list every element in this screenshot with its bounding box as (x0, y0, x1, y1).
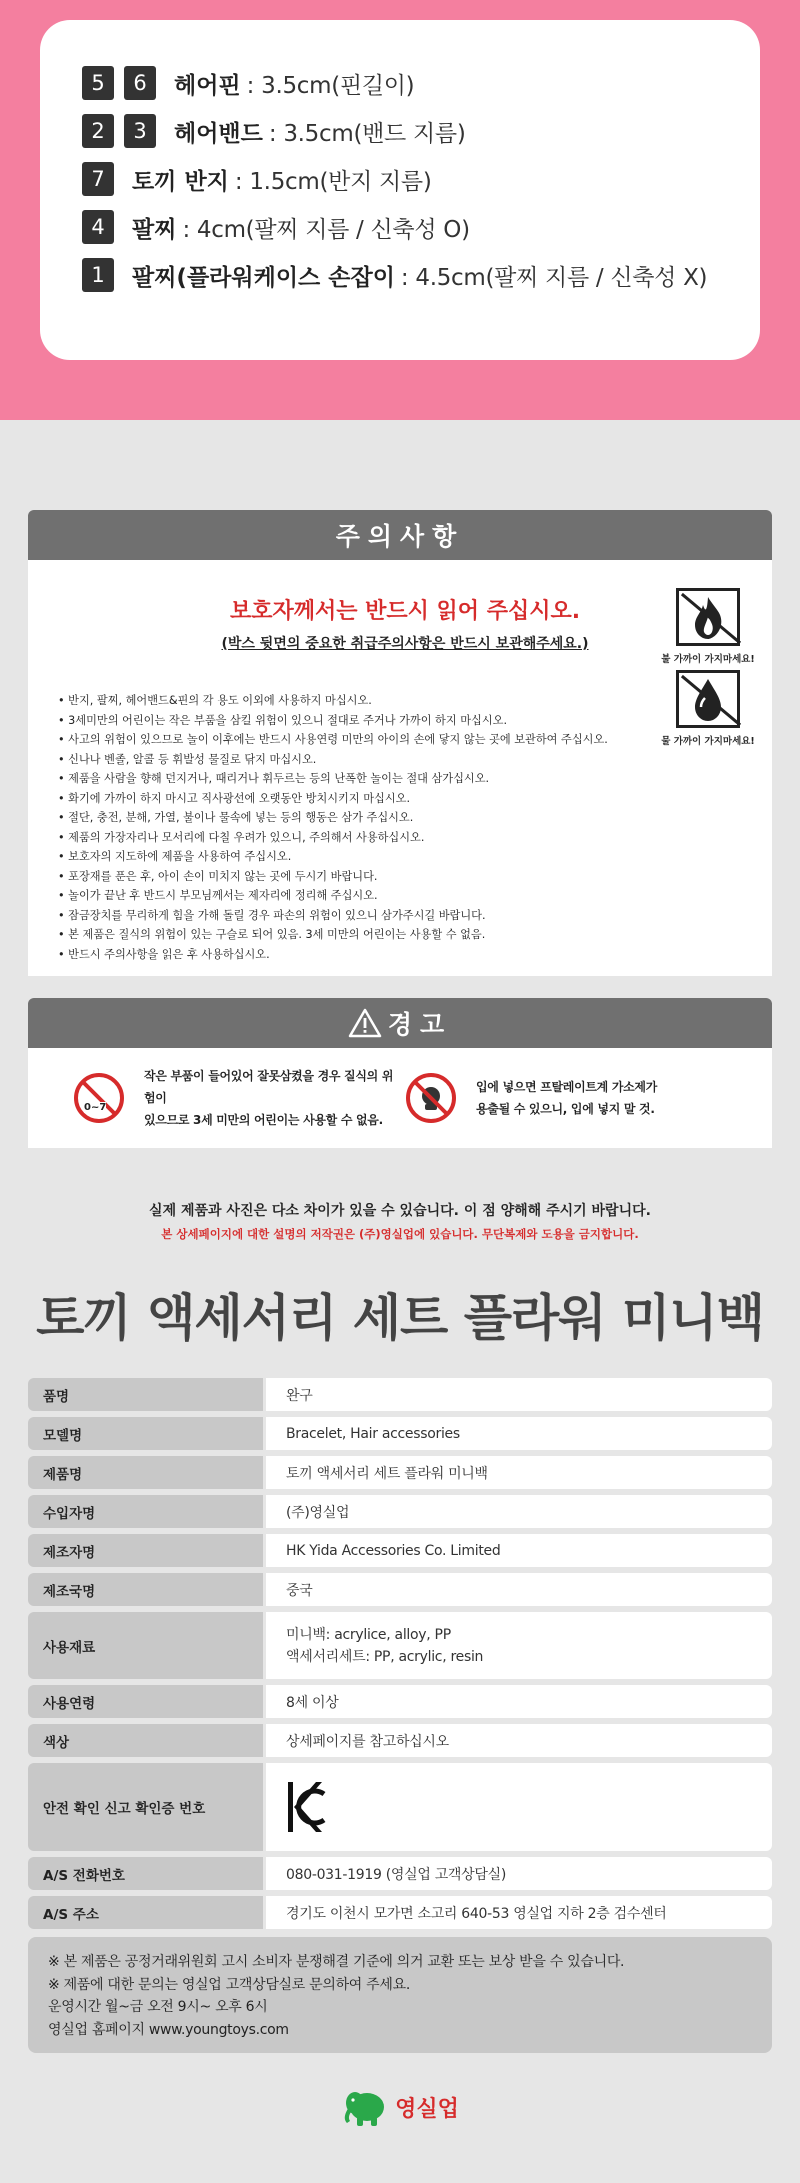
warning-body (28, 1048, 772, 1148)
table-row (28, 1456, 772, 1489)
number-badge: 5 (82, 66, 114, 100)
warning-section (28, 998, 772, 1148)
row-value: 완구 (266, 1378, 772, 1411)
table-row (28, 1685, 772, 1718)
row-label: 제조국명 (28, 1573, 263, 1606)
elephant-logo-icon (341, 2087, 389, 2127)
table-row (28, 1417, 772, 1450)
no-fire-icon (676, 588, 740, 646)
product-info-table (28, 1378, 772, 1929)
number-badge: 4 (82, 210, 114, 244)
warning-triangle-icon (348, 1008, 382, 1038)
list-item: • 화기에 가까이 하지 마시고 직사광선에 오랫동안 방치시키지 마십시오. (58, 789, 742, 809)
warning-header (28, 998, 772, 1048)
size-row (82, 66, 760, 100)
number-badge: 7 (82, 162, 114, 196)
list-item: • 3세미만의 어린이는 작은 부품을 삼킬 위험이 있으니 절대로 주거나 가까이 하지 마십시오. (58, 711, 742, 731)
warning-line: 용출될 수 있으니, 입에 넣지 말 것. (476, 1102, 655, 1116)
table-row (28, 1857, 772, 1890)
row-label: 품명 (28, 1378, 263, 1411)
size-item-name: 헤어밴드 (174, 120, 263, 147)
number-badge: 6 (124, 66, 156, 100)
size-row (82, 258, 760, 292)
size-section (0, 0, 800, 420)
table-row (28, 1612, 772, 1679)
caution-title: 보호자께서는 반드시 읽어 주십시오. (229, 599, 581, 624)
photo-notice (28, 1200, 772, 1242)
row-label: 제품명 (28, 1456, 263, 1489)
brand-name: 영실업 (395, 2096, 459, 2122)
list-item: • 본 제품은 질식의 위험이 있는 구슬로 되어 있음. 3세 미만의 어린이는 사용할 수 없음. (58, 925, 742, 945)
age-label: 0~7 (84, 1102, 107, 1113)
caution-body (28, 560, 772, 976)
product-title: 토끼 액세서리 세트 플라워 미니백 (36, 1289, 764, 1347)
caution-section (28, 510, 772, 976)
size-item-desc: : 4.5cm(팔찌 지름 / 신축성 X) (400, 264, 708, 291)
row-label: 색상 (28, 1724, 263, 1757)
fire-caption: 불 가까이 가지마세요! (661, 654, 755, 665)
caution-list (58, 691, 742, 964)
size-item-desc: : 3.5cm(밴드 지름) (268, 120, 466, 147)
size-item-desc: : 3.5cm(핀길이) (246, 72, 415, 99)
row-label: 모델명 (28, 1417, 263, 1450)
no-baby-icon (74, 1073, 124, 1123)
caution-subtitle: (박스 뒷면의 중요한 취급주의사항은 반드시 보관해주세요.) (221, 636, 589, 652)
details-area (0, 420, 800, 2183)
no-mouth-icon (406, 1073, 456, 1123)
size-item-name: 팔찌(플라워케이스 손잡이 (132, 264, 395, 291)
row-label: A/S 주소 (28, 1896, 263, 1929)
row-label: 안전 확인 신고 확인증 번호 (28, 1763, 263, 1851)
list-item: • 포장재를 푼은 후, 아이 손이 미치지 않는 곳에 두시기 바랍니다. (58, 867, 742, 887)
row-value (266, 1763, 772, 1851)
notice-main: 실제 제품과 사진은 다소 차이가 있을 수 있습니다. 이 점 양해해 주시기 바랍니다. (149, 1203, 651, 1219)
size-row (82, 162, 760, 196)
notice-line: ※ 제품에 대한 문의는 영실업 고객상담실로 문의하여 주세요. (48, 1976, 411, 1993)
water-caption: 물 가까이 가지마세요! (661, 736, 755, 747)
caution-header: 주의사항 (28, 510, 772, 560)
row-value: 080-031-1919 (영실업 고객상담실) (266, 1857, 772, 1890)
no-water-icon (676, 670, 740, 728)
row-value: 상세페이지를 참고하십시오 (266, 1724, 772, 1757)
row-value: HK Yida Accessories Co. Limited (266, 1534, 772, 1567)
warning-line: 작은 부품이 들어있어 잘못삼켰을 경우 질식의 위험이 (144, 1069, 394, 1105)
copyright-notice: 본 상세페이지에 대한 설명의 저작권은 (주)영실업에 있습니다. 무단복제와 도용을 금지합니다. (161, 1227, 639, 1241)
size-row (82, 114, 760, 148)
list-item: • 절단, 충전, 분해, 가열, 불이나 물속에 넣는 등의 행동은 삼가 주십시오. (58, 808, 742, 828)
notice-line: 운영시간 월~금 오전 9시~ 오후 6시 (48, 1999, 268, 2015)
size-item-name: 헤어핀 (174, 72, 241, 99)
size-row (82, 210, 760, 244)
size-item-desc: : 4cm(팔찌 지름 / 신축성 O) (182, 216, 470, 243)
warning-line: 있으므로 3세 미만의 어린이는 사용할 수 없음. (144, 1113, 383, 1127)
row-value: 중국 (266, 1573, 772, 1606)
number-badge: 3 (124, 114, 156, 148)
material-line: 미니백: acrylice, alloy, PP (286, 1626, 451, 1643)
table-row (28, 1724, 772, 1757)
list-item: • 사고의 위험이 있으므로 놀이 이후에는 반드시 사용연령 미만의 아이의 손에 닿지 않는 곳에 보관하여 주십시오. (58, 730, 742, 750)
choking-warning (68, 1065, 400, 1131)
fire-warning (660, 588, 756, 665)
row-value: Bracelet, Hair accessories (266, 1417, 772, 1450)
choking-warning-text (144, 1065, 400, 1131)
row-value: 토끼 액세서리 세트 플라워 미니백 (266, 1456, 772, 1489)
water-warning (660, 670, 756, 747)
list-item: • 잠금장치를 무리하게 힘을 가해 돌릴 경우 파손의 위험이 있으니 삼가주시길 바랍니다. (58, 906, 742, 926)
row-value: (주)영실업 (266, 1495, 772, 1528)
notice-line: ※ 본 제품은 공정거래위원회 고시 소비자 분쟁해결 기준에 의거 교환 또는 보상 받을 수 있습니다. (48, 1954, 625, 1970)
kc-certification-mark (286, 1778, 326, 1836)
size-item-name: 팔찌 (132, 216, 177, 243)
table-row (28, 1378, 772, 1411)
row-label: 제조자명 (28, 1534, 263, 1567)
list-item: • 반드시 주의사항을 읽은 후 사용하십시오. (58, 945, 742, 965)
exchange-notice (28, 1937, 772, 2053)
list-item: • 신나나 벤졸, 알콜 등 휘발성 물질로 닦지 마십시오. (58, 750, 742, 770)
mouth-warning-text (476, 1076, 657, 1120)
list-item: • 제품을 사람을 향해 던지거나, 때리거나 휘두르는 등의 난폭한 놀이는 절대 삼가십시오. (58, 769, 742, 789)
table-row (28, 1495, 772, 1528)
number-badge: 2 (82, 114, 114, 148)
mouth-warning (400, 1073, 732, 1123)
row-label: A/S 전화번호 (28, 1857, 263, 1890)
table-row (28, 1573, 772, 1606)
warning-line: 입에 넣으면 프탈레이트계 가소제가 (476, 1080, 658, 1094)
warning-title: 경고 (387, 1010, 453, 1039)
table-row (28, 1534, 772, 1567)
number-badge: 1 (82, 258, 114, 292)
row-label: 사용연령 (28, 1685, 263, 1718)
list-item: • 놀이가 끝난 후 반드시 부모님께서는 제자리에 정리해 주십시오. (58, 886, 742, 906)
row-value: 경기도 이천시 모가면 소고리 640-53 영실업 지하 2층 검수센터 (266, 1896, 772, 1929)
list-item: • 보호자의 지도하에 제품을 사용하여 주십시오. (58, 847, 742, 867)
size-card (40, 20, 760, 360)
row-value: 8세 이상 (266, 1685, 772, 1718)
list-item: • 반지, 팔찌, 헤어밴드&핀의 각 용도 이외에 사용하지 마십시오. (58, 691, 742, 711)
row-label: 수입자명 (28, 1495, 263, 1528)
notice-line: 영실업 홈페이지 www.youngtoys.com (48, 2021, 289, 2038)
table-row (28, 1896, 772, 1929)
row-value (266, 1612, 772, 1679)
size-item-desc: : 1.5cm(반지 지름) (234, 168, 432, 195)
table-row (28, 1763, 772, 1851)
size-item-name: 토끼 반지 (132, 168, 229, 195)
material-line: 액세서리세트: PP, acrylic, resin (286, 1648, 484, 1665)
list-item: • 제품의 가장자리나 모서리에 다칠 우려가 있으니, 주의해서 사용하십시오. (58, 828, 742, 848)
row-label: 사용재료 (28, 1612, 263, 1679)
